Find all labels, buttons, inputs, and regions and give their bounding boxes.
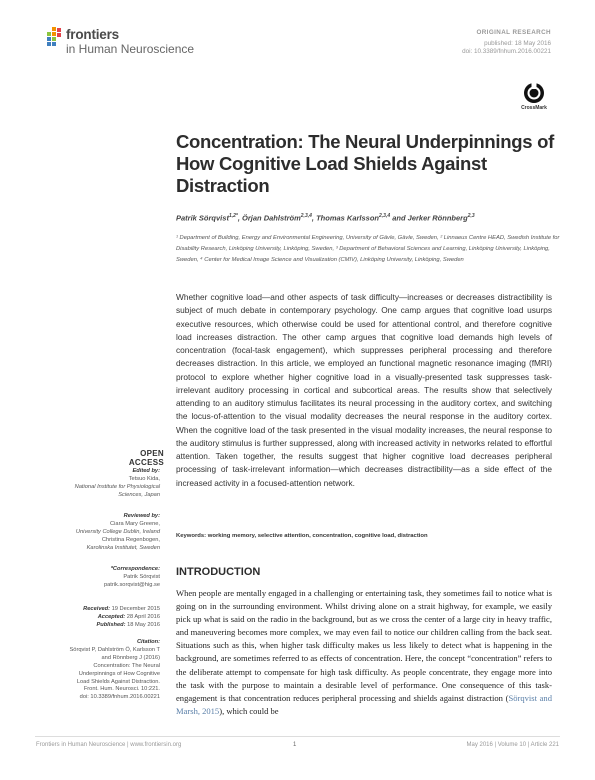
accepted-label: Accepted:	[97, 613, 126, 620]
citation-line: Concentration: The Neural	[93, 662, 160, 669]
citation-line: doi: 10.3389/fnhum.2016.00221	[79, 694, 160, 701]
author-affil-ref: 2,3,4	[300, 213, 312, 219]
citation-label: Citation:	[136, 639, 160, 645]
published-date: published: 18 May 2016	[484, 40, 551, 47]
author-affil-ref: 2,3	[467, 213, 475, 219]
citation-line: Load Shields Against Distraction.	[76, 678, 160, 685]
author-name[interactable]: Patrik Sörqvist	[176, 213, 229, 223]
keywords-list: working memory, selective attention, concentration, cognitive load, distraction	[207, 533, 428, 539]
reviewer-name: Christina Regenbogen,	[101, 536, 160, 543]
section-heading: INTRODUCTION	[176, 566, 261, 578]
journal-name: in Human Neuroscience	[66, 42, 195, 56]
citation-line: and Rönnberg J (2016)	[101, 654, 160, 661]
citation-line: Sörqvist P, Dahlström Ö, Karlsson T	[69, 646, 160, 653]
footer-volume-info: May 2016 | Volume 10 | Article 221	[466, 742, 559, 748]
received-label: Received:	[83, 606, 111, 612]
article-title: Concentration: The Neural Underpinnings of How Cognitive Load Shields Against Distraction	[176, 131, 554, 196]
correspondence-block	[104, 566, 160, 590]
citation-line: Underpinnings of How Cognitive	[78, 670, 160, 677]
footer-divider	[35, 736, 560, 737]
editor-affiliation: Sciences, Japan	[118, 491, 160, 498]
reviewer-affiliation: University College Dublin, Ireland	[75, 528, 160, 535]
editor-name: Tetsuo Kida,	[128, 475, 160, 482]
brand-name: frontiers	[66, 27, 119, 42]
intro-text-before: When people are mentally engaged in a challenging or entertaining task, they sometimes fail to notice what is going on in the surrounding environment. Whilst driving alone on a strait highway, for example, we easily pick up what is said on the radio in the background, but as we cross the center of a large city in heavy traffic, and maneuvering becomes more complex, we may even fail to notice our children calling from the back seat. Situations such as this, when higher task difficulty makes us less likely to detect what is happening in the background, are sometimes referred to as effects of concentration. Here, the concept “concentration” refers to the deliberate attempt to compensate for high task difficulty. As people concentrate, they engage more into the task with the purpose to maintain a desirable level of performance. One consequence of this task-engagement is that concentration reduces peripheral processing and shields against distraction (	[176, 588, 552, 703]
reviewed-by-block	[76, 513, 160, 553]
editor-affiliation: National Institute for Physiological	[74, 483, 160, 490]
correspondence-email[interactable]: patrik.sorqvist@hig.se	[103, 581, 160, 588]
dates-block	[83, 606, 160, 630]
citation-block	[69, 639, 160, 702]
author-list: Patrik Sörqvist$^{1,2*}$, Örjan Dahlström$^{2,3,4}$, Thomas Karlsson$^{2,3,4}$ and Jerker Rönnberg$^{2,3}$	[176, 213, 475, 223]
citation-line: Front. Hum. Neurosci. 10:221.	[83, 686, 160, 693]
keywords-label: Keywords:	[176, 533, 207, 539]
page-number: 1	[293, 742, 297, 748]
correspondence-name: Patrik Sörqvist	[123, 573, 160, 580]
accepted-date: 28 April 2016	[126, 613, 160, 620]
reviewer-affiliation: Karolinska Institutet, Sweden	[86, 544, 160, 551]
open-access-label: OPEN ACCESS	[128, 449, 164, 467]
abstract: Whether cognitive load—and other aspects of task difficulty—increases or decreases distractibility is subject of much debate in contemporary psychology. One camp argues that cognitive load usurps executive resources, which otherwise could be used for attentional control, and therefore cognitive load increases distraction. The other camp argues that cognitive load demands high levels of concentration (focal-task engagement), which suppresses peripheral processing and therefore decreases distraction. In this article, we employed an functional magnetic resonance imaging (fMRI) protocol to explore whether higher cognitive load in a visually-presented task suppresses task-irrelevant auditory processing in cortical and subcortical areas. The results show that selectively attending to an auditory stimulus facilitates its neural processing in the auditory cortex, and switching the locus-of-attention to the visual modality decreases the neural response in the auditory cortex. When the cognitive load of the task presented in the visual modality increases, the neural response to the auditory stimulus is further suppressed, along with increased activity in networks related to effortful attention. Taken together, the results suggest that higher cognitive load decreases peripheral processing of task-irrelevant information—which decreases distractibility—as a side effect of the increased activity in a focused-attention network.	[176, 292, 552, 488]
received-date: 19 December 2015	[111, 606, 160, 612]
affiliations: ¹ Department of Building, Energy and Environmental Engineering, University of Gävle, Gävle, Sweden, ² Linnaeus Centre HEAD, Swedish Institute for Disability Research, Linköping University, Linköping, Sweden, ³ Department of Behavioral Sciences and Learning, Linköping University, Linköping, Sweden, ⁴ Center for Medical Image Science and Visualization (CMIV), Linköping University, Linköping, Sweden	[176, 235, 560, 263]
keywords	[176, 533, 428, 539]
author-name[interactable]: Jerker Rönnberg	[407, 213, 468, 223]
correspondence-label: *Correspondence:	[110, 566, 160, 572]
author-name[interactable]: Örjan Dahlström	[242, 213, 301, 223]
published-date-sidebar: 18 May 2016	[127, 621, 160, 628]
doi-link[interactable]: doi: 10.3389/fnhum.2016.00221	[462, 48, 551, 55]
reviewer-name: Ciara Mary Greene,	[110, 520, 160, 527]
published-label: Published:	[96, 621, 126, 628]
author-affil-ref: 1,2*	[228, 213, 238, 219]
article-type: ORIGINAL RESEARCH	[476, 29, 551, 36]
citation-link[interactable]: Sörqvist and Marsh, 2015	[176, 692, 552, 716]
author-affil-ref: 2,3,4	[379, 213, 391, 219]
introduction-text	[176, 587, 552, 718]
edited-by-block	[75, 468, 160, 500]
intro-text-after: ), which could be	[219, 705, 279, 716]
crossmark-label: CrossMark	[521, 105, 547, 111]
frontiers-logo-icon	[47, 27, 62, 49]
author-name[interactable]: Thomas Karlsson	[316, 213, 380, 223]
reviewed-by-label: Reviewed by:	[123, 513, 160, 519]
footer-journal-link[interactable]: Frontiers in Human Neuroscience | www.frontiersin.org	[36, 742, 182, 748]
edited-by-label: Edited by:	[132, 468, 160, 474]
